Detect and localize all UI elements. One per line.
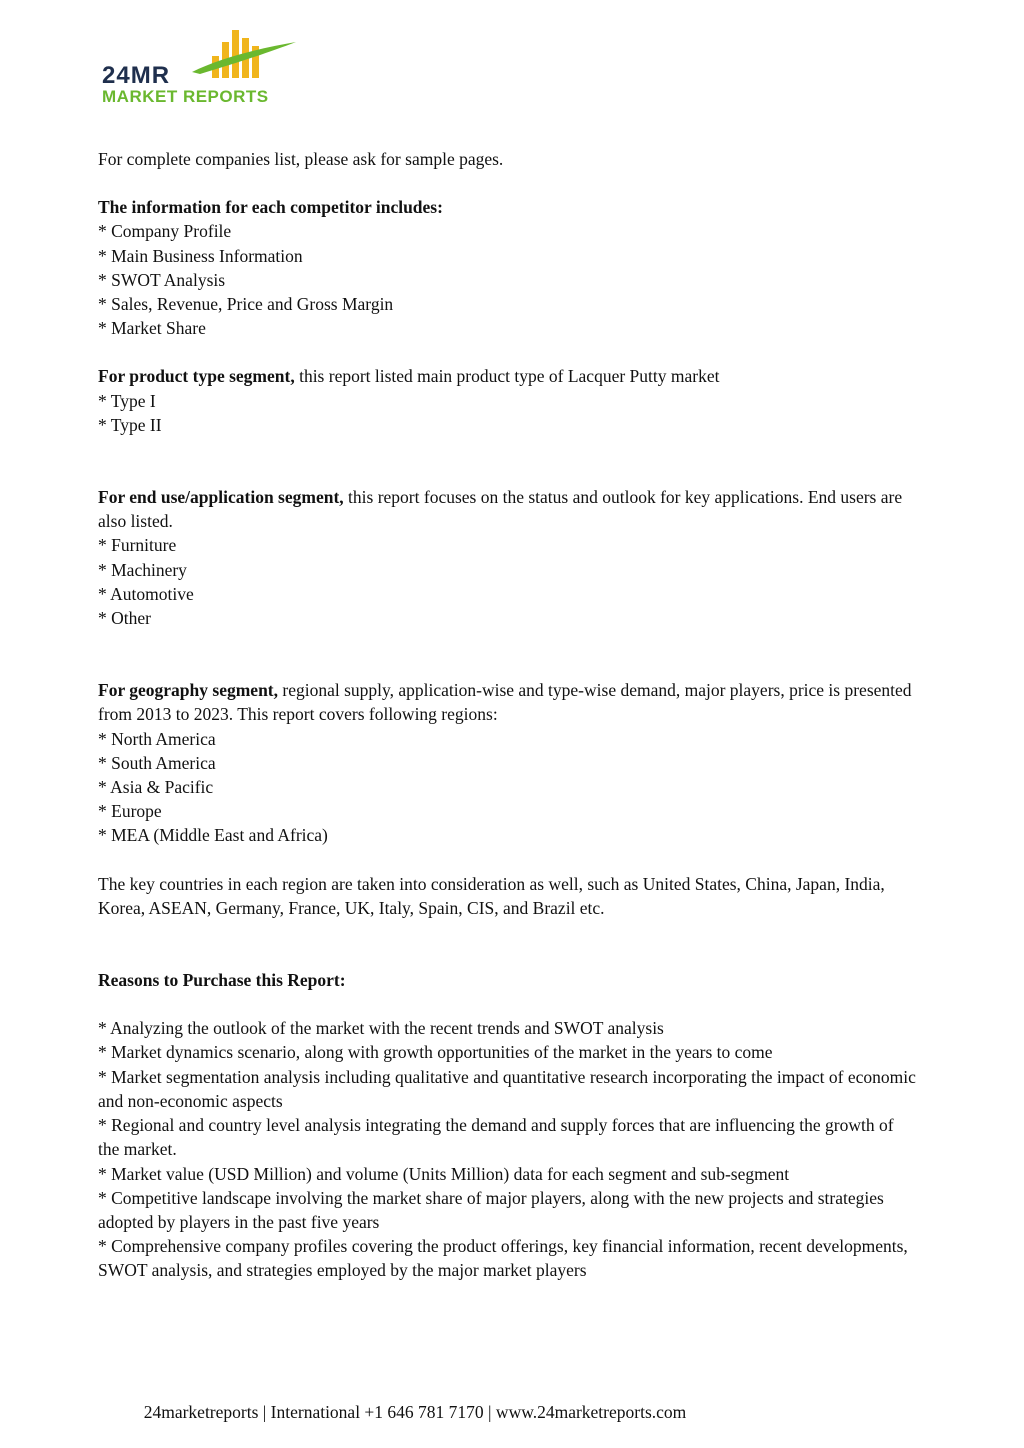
product-type-paragraph <box>98 364 918 388</box>
reason-item: * Analyzing the outlook of the market with the recent trends and SWOT analysis <box>98 1018 664 1039</box>
competitor-item: * SWOT Analysis <box>98 269 226 290</box>
page-footer: 24marketreports | International +1 646 781 7170 | www.24marketreports.com <box>143 1402 687 1422</box>
product-type-label: For product type segment, <box>98 366 295 387</box>
competitor-item: * Main Business Information <box>98 245 303 266</box>
application-paragraph <box>98 485 918 533</box>
geography-paragraph <box>98 678 918 726</box>
competitor-item: * Sales, Revenue, Price and Gross Margin <box>98 294 394 315</box>
application-item: * Automotive <box>98 583 194 604</box>
intro-text: For complete companies list, please ask for sample pages. <box>98 149 504 169</box>
reason-item: * Market dynamics scenario, along with growth opportunities of the market in the years to come <box>98 1042 773 1063</box>
competitor-item: * Company Profile <box>98 221 232 242</box>
reasons-heading: Reasons to Purchase this Report: <box>98 970 346 991</box>
product-type-text: this report listed main product type of Lacquer Putty market <box>294 366 720 387</box>
geography-item: * Europe <box>98 801 162 822</box>
geography-label: For geography segment, <box>98 680 278 701</box>
product-type-item: * Type I <box>98 390 156 411</box>
countries-paragraph: The key countries in each region are taken into consideration as well, such as United States, China, Japan, India, Korea, ASEAN, Germany, France, UK, Italy, Spain, CIS, and Brazil etc. <box>98 873 885 918</box>
geography-item: * MEA (Middle East and Africa) <box>98 825 328 846</box>
company-logo <box>100 28 305 108</box>
logo-line-2: MARKET REPORTS <box>102 87 269 106</box>
application-label: For end use/application segment, <box>98 487 344 508</box>
logo-line-1: 24MR <box>102 62 171 89</box>
competitor-item: * Market Share <box>98 318 206 339</box>
application-item: * Other <box>98 608 151 629</box>
reason-item: * Comprehensive company profiles covering the product offerings, key financial information, recent developments, SWOT analysis, and strategies employed by the major market players <box>98 1236 908 1281</box>
application-item: * Machinery <box>98 559 187 580</box>
reason-item: * Market value (USD Million) and volume (Units Million) data for each segment and sub-segment <box>98 1163 790 1184</box>
reason-item: * Market segmentation analysis including qualitative and quantitative research incorporating the impact of economic and non-economic aspects <box>98 1066 916 1111</box>
competitor-heading: The information for each competitor includes: <box>98 197 443 218</box>
logo-bar-3 <box>232 30 239 78</box>
geography-item: * Asia & Pacific <box>98 777 214 798</box>
geography-item: * North America <box>98 728 216 749</box>
geography-text: regional supply, application-wise and type-wise demand, major players, price is presented from 2013 to 2023. This report covers following regions: <box>98 680 912 725</box>
geography-item: * South America <box>98 752 216 773</box>
reason-item: * Regional and country level analysis integrating the demand and supply forces that are influencing the growth of the market. <box>98 1115 894 1160</box>
application-text: this report focuses on the status and outlook for key applications. End users are also listed. <box>98 487 903 532</box>
application-item: * Furniture <box>98 535 177 556</box>
reason-item: * Competitive landscape involving the market share of major players, along with the new projects and strategies adopted by players in the past five years <box>98 1187 884 1232</box>
product-type-item: * Type II <box>98 414 162 435</box>
document-body <box>98 147 918 1283</box>
